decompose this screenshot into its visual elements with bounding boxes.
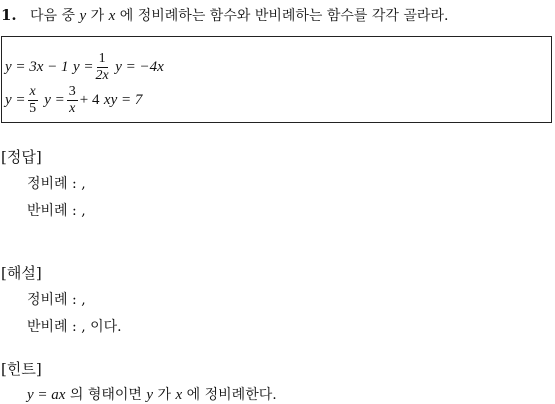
function-1: y = 3x − 1 — [5, 58, 69, 75]
function-2-lhs: y = — [73, 58, 94, 75]
question-text-1: 다음 중 — [30, 8, 76, 24]
hint-formula: y = ax — [27, 387, 66, 403]
hint-heading: [힌트] — [1, 360, 42, 378]
function-5-denominator: x — [69, 100, 76, 116]
question-text-3: 에 정비례하는 함수와 반비례하는 함수를 각각 골라라. — [119, 8, 449, 24]
question-line — [1, 5, 448, 25]
function-4-fraction — [28, 85, 38, 116]
explanation-direct: 정비례 : , — [27, 292, 86, 308]
explanation-heading: [해설] — [1, 264, 42, 282]
question-number: 1. — [1, 6, 17, 24]
hint-var-y: y — [146, 387, 154, 403]
function-4-denominator: 5 — [29, 100, 37, 116]
function-5-numerator: 3 — [68, 83, 76, 99]
function-5-fraction — [67, 85, 78, 116]
function-2-denominator: 2x — [95, 67, 109, 83]
hint-text-1: 의 형태이면 — [69, 387, 142, 403]
functions-row-2 — [5, 82, 142, 118]
var-y: y — [79, 8, 87, 24]
var-x: x — [108, 8, 116, 24]
function-3: y = −4x — [115, 58, 164, 75]
function-6: xy = 7 — [103, 91, 143, 108]
function-4-numerator: x — [29, 83, 36, 99]
functions-row-1 — [5, 49, 164, 85]
hint-line — [27, 384, 277, 404]
explanation-inverse: 반비례 : , 이다. — [27, 319, 122, 335]
function-5-rhs: + 4 — [79, 91, 100, 108]
question-text-2: 가 — [90, 8, 105, 24]
function-2-numerator: 1 — [98, 50, 106, 66]
function-4-lhs: y = — [5, 91, 26, 108]
hint-var-x: x — [175, 387, 183, 403]
answer-direct: 정비례 : , — [27, 176, 86, 192]
hint-text-3: 에 정비례한다. — [186, 387, 277, 403]
function-5-lhs: y = — [44, 91, 65, 108]
answer-inverse: 반비례 : , — [27, 203, 86, 219]
function-2-fraction — [96, 52, 109, 83]
answer-heading: [정답] — [1, 148, 42, 166]
hint-text-2: 가 — [157, 387, 172, 403]
